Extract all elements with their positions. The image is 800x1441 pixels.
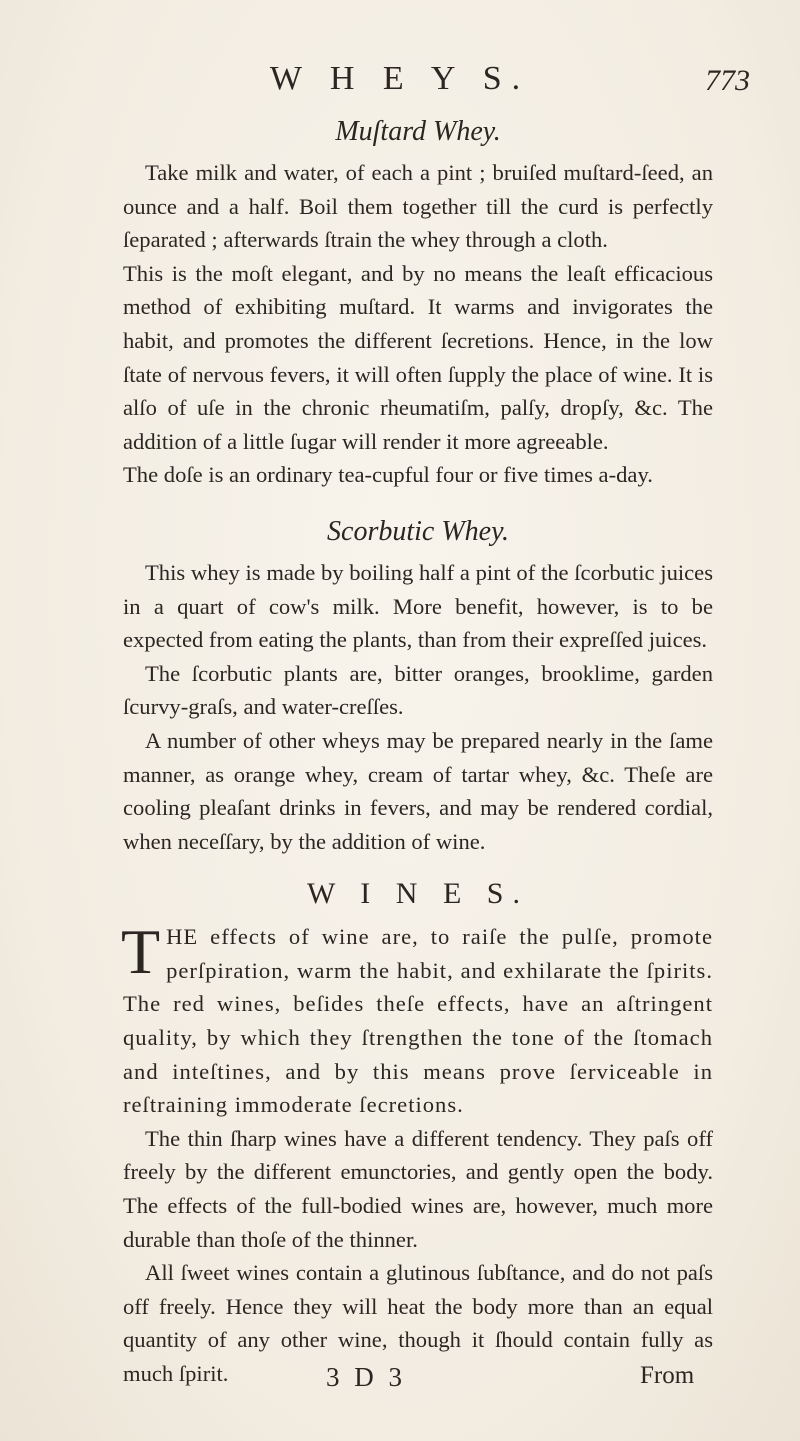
paragraph-mustard-recipe: Take milk and water, of each a pint ; bruiſed muſtard-ſeed, an ounce and a half. Boil them together till the curd is perfectly ſeparated ; afterwards ſtrain the whey through a cloth. xyxy=(123,160,713,253)
drop-cap: T xyxy=(121,916,161,988)
signature-mark: 3 D 3 xyxy=(326,1362,406,1392)
page-footer xyxy=(0,1362,800,1402)
paragraph-scorbutic-recipe: This whey is made by boiling half a pint of the ſcorbutic juices in a quart of cow's milk. More benefit, however, is to be expected from eating the plants, than from their expreſſed juices. xyxy=(123,559,713,653)
paragraph-other-wheys: A number of other wheys may be prepared nearly in the ſame manner, as orange whey, cream of tartar whey, &c. Theſe are cooling pleaſant drinks in fevers, and may be rendered cordial, when neceſſary, by the addition of wine. xyxy=(123,727,713,854)
paragraph-mustard-uses: This is the moſt elegant, and by no means the leaſt efficacious method of exhibiting muſtard. It warms and invigorates the habit, and promotes the different ſecretions. Hence, in the low ſtate of nervous fevers, it will often ſupply the place of wine. It is alſo of uſe in the chronic rheumatiſm, palſy, dropſy, &c. The addition of a little ſugar will render it more agreeable. xyxy=(123,260,713,454)
paragraph-scorbutic-plants: The ſcorbutic plants are, bitter oranges, brooklime, garden ſcurvy-graſs, and water-creſſes. xyxy=(123,660,713,720)
paragraph-sweet-wines: All ſweet wines contain a glutinous ſubſtance, and do not paſs off freely. Hence they will heat the body more than an equal quantity of any other wine, though it ſhould contain fully as much ſpirit. xyxy=(123,1260,713,1386)
heading-scorbutic-whey: Scorbutic Whey. xyxy=(327,515,509,547)
running-title: W H E Y S. xyxy=(269,60,531,97)
paragraph-mustard-dose: The doſe is an ordinary tea-cupful four or five times a-day. xyxy=(123,462,653,488)
paragraph-thin-wines: The thin ſharp wines have a different tendency. They paſs off freely by the different emunctories, and gently open the body. The effects of the full-bodied wines are, however, much more durable than thoſe of the thinner. xyxy=(123,1125,713,1252)
catchword: From xyxy=(640,1362,695,1389)
paragraph-wine-effects xyxy=(121,916,713,1122)
heading-mustard-whey: Muſtard Whey. xyxy=(335,116,501,147)
page-body xyxy=(123,112,713,1391)
page-number: 773 xyxy=(705,64,750,97)
section-title-wines: W I N E S. xyxy=(307,877,529,911)
running-head xyxy=(0,60,800,100)
paragraph-wine-effects-text: HE effects of wine are, to raiſe the pulſe, promote perſpiration, warm the habit, and exhilarate the ſpirits. The red wines, beſides theſe effects, have an aſtringent quality, by which they ſtrengthen the tone of the ſtomach and inteſtines, and by this means prove ſerviceable in reſtraining immoderate ſecretions. xyxy=(123,924,713,1118)
